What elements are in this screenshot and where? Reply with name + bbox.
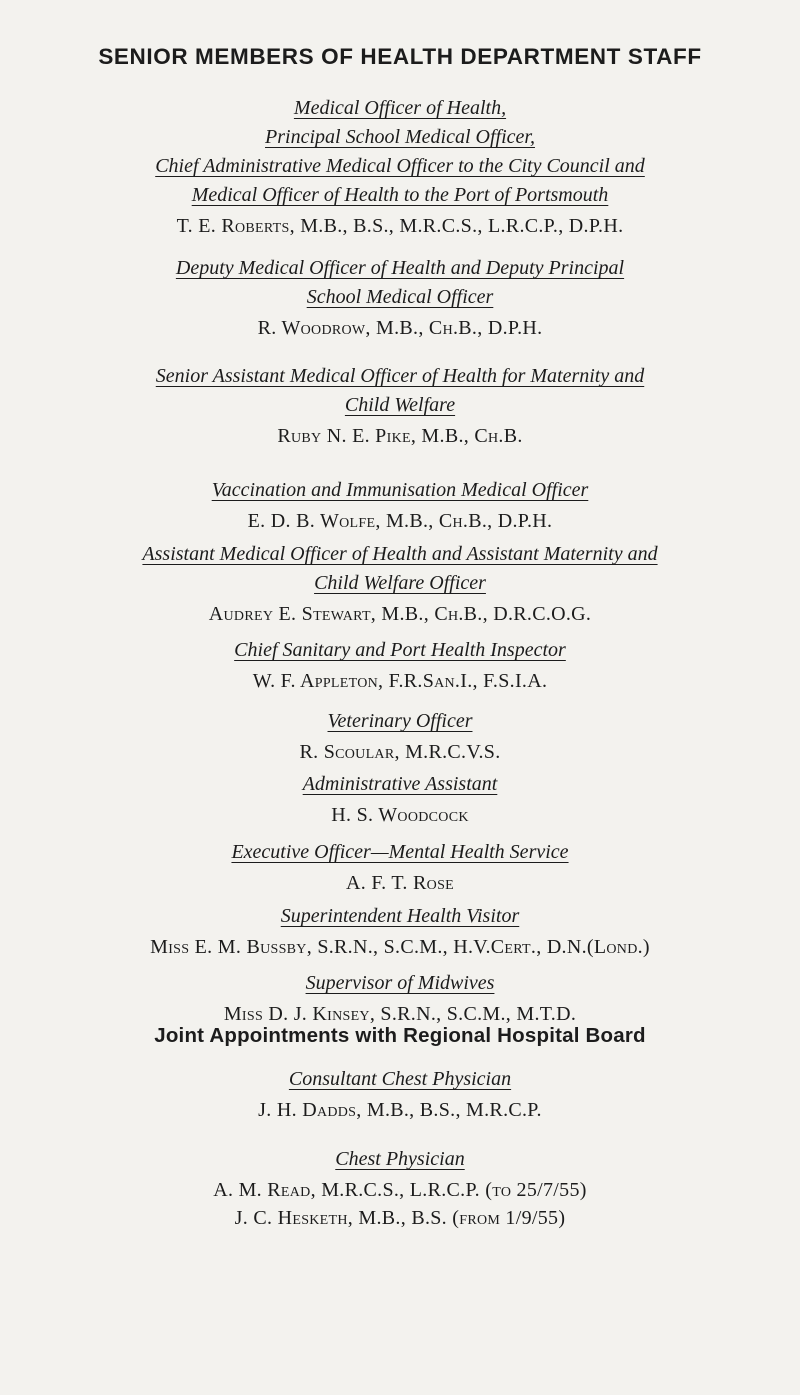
role-title: Superintendent Health Visitor (280, 905, 520, 927)
role-title: Medical Officer of Health to the Port of Portsmouth (191, 184, 609, 206)
page-title: SENIOR MEMBERS OF HEALTH DEPARTMENT STAFF (98, 44, 702, 69)
role-title: Veterinary Officer (327, 710, 473, 732)
staff-name: A. F. T. Rose (345, 872, 455, 894)
staff-name: R. Scoular, M.R.C.V.S. (299, 741, 501, 763)
staff-name: E. D. B. Wolfe, M.B., Ch.B., D.P.H. (247, 510, 553, 532)
role-title: Chief Sanitary and Port Health Inspector (234, 639, 566, 661)
staff-entry-sanitary-inspector (0, 636, 800, 695)
section-heading: Joint Appointments with Regional Hospital Board (154, 1024, 646, 1047)
staff-entry-veterinary-officer (0, 707, 800, 766)
role-title: Administrative Assistant (302, 773, 498, 795)
role-title: Medical Officer of Health, (293, 97, 507, 119)
staff-entry-supervisor-midwives (0, 969, 800, 1028)
staff-entry-vaccination-officer (0, 476, 800, 535)
staff-name: A. M. Read, M.R.C.S., L.R.C.P. (to 25/7/55) (213, 1179, 587, 1201)
staff-entry-consultant-chest-physician (0, 1065, 800, 1124)
role-title: Vaccination and Immunisation Medical Officer (211, 479, 589, 501)
role-title: Chest Physician (335, 1148, 465, 1170)
staff-name: Miss D. J. Kinsey, S.R.N., S.C.M., M.T.D. (223, 1003, 577, 1025)
staff-entry-senior-assistant (0, 362, 800, 450)
staff-entry-deputy-medical-officer (0, 254, 800, 342)
role-title: Chief Administrative Medical Officer to the City Council and (155, 155, 645, 177)
role-title: Child Welfare (344, 394, 456, 416)
role-title: Assistant Medical Officer of Health and Assistant Maternity and (142, 543, 658, 565)
role-title: Senior Assistant Medical Officer of Health for Maternity and (155, 365, 645, 387)
staff-entry-chest-physician (0, 1145, 800, 1232)
staff-name: R. Woodrow, M.B., Ch.B., D.P.H. (257, 317, 543, 339)
staff-entry-executive-officer (0, 838, 800, 897)
staff-entry-health-visitor (0, 902, 800, 961)
staff-entry-assistant-medical-officer (0, 540, 800, 628)
staff-entry-administrative-assistant (0, 770, 800, 829)
staff-name: J. C. Hesketh, M.B., B.S. (from 1/9/55) (234, 1207, 566, 1229)
staff-entry-medical-officer (0, 94, 800, 240)
staff-name: Ruby N. E. Pike, M.B., Ch.B. (277, 425, 523, 447)
role-title: Consultant Chest Physician (288, 1068, 512, 1090)
role-title: Supervisor of Midwives (305, 972, 495, 994)
staff-name: Audrey E. Stewart, M.B., Ch.B., D.R.C.O.G. (208, 603, 592, 625)
staff-name: T. E. Roberts, M.B., B.S., M.R.C.S., L.R.C.P., D.P.H. (176, 215, 624, 237)
role-title: Child Welfare Officer (314, 572, 486, 594)
staff-name: H. S. Woodcock (331, 804, 469, 826)
staff-name: J. H. Dadds, M.B., B.S., M.R.C.P. (258, 1099, 542, 1121)
staff-name: W. F. Appleton, F.R.San.I., F.S.I.A. (252, 670, 548, 692)
role-title: School Medical Officer (306, 286, 494, 308)
staff-name: Miss E. M. Bussby, S.R.N., S.C.M., H.V.Cert., D.N.(Lond.) (150, 936, 650, 958)
role-title: Executive Officer—Mental Health Service (231, 841, 569, 863)
role-title: Principal School Medical Officer, (265, 126, 535, 148)
role-title: Deputy Medical Officer of Health and Deputy Principal (175, 257, 625, 279)
